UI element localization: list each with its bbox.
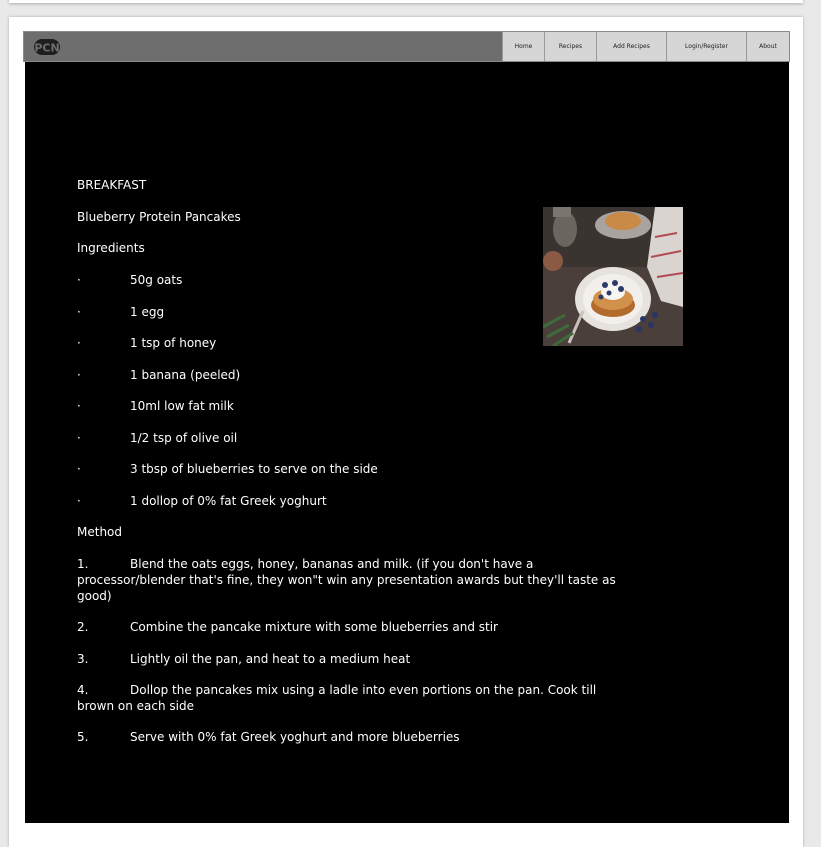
ingredient-text: 1 egg <box>130 305 165 319</box>
bullet: · <box>77 431 81 445</box>
step-text: Serve with 0% fat Greek yoghurt and more blueberries <box>130 730 460 744</box>
step-text: Dollop the pancakes mix using a ladle into even portions on the pan. Cook till <box>130 683 597 697</box>
step-number: 5. <box>77 730 89 744</box>
ingredient-text: 1 dollop of 0% fat Greek yoghurt <box>130 494 327 508</box>
nav-about[interactable]: About <box>746 32 789 61</box>
ingredient-text: 1 banana (peeled) <box>130 368 241 382</box>
nav-add-recipes[interactable]: Add Recipes <box>596 32 666 61</box>
nav-login-register[interactable]: Login/Register <box>666 32 746 61</box>
bullet: · <box>77 336 81 350</box>
step-text: Lightly oil the pan, and heat to a medium heat <box>130 652 411 666</box>
ingredient-text: 3 tbsp of blueberries to serve on the side <box>130 462 378 476</box>
pancakes-photo <box>543 207 683 346</box>
ingredient-text: 1/2 tsp of olive oil <box>130 431 238 445</box>
bullet: · <box>77 368 81 382</box>
nav-home[interactable]: Home <box>502 32 544 61</box>
bullet: · <box>77 273 81 287</box>
ingredients-heading: Ingredients <box>77 241 145 255</box>
site-header <box>23 31 790 62</box>
step-number: 3. <box>77 652 89 666</box>
ingredient-text: 1 tsp of honey <box>130 336 217 350</box>
pancakes-image-icon <box>543 207 683 346</box>
recipe-content <box>25 62 789 823</box>
step-text: Combine the pancake mixture with some blueberries and stir <box>130 620 498 634</box>
nav-recipes[interactable]: Recipes <box>544 32 596 61</box>
site-logo[interactable] <box>33 38 61 56</box>
step-number: 1. <box>77 557 89 571</box>
method-heading: Method <box>77 525 123 539</box>
ingredient-text: 50g oats <box>130 273 183 287</box>
logo-text: PCN <box>34 41 60 55</box>
ingredient-text: 10ml low fat milk <box>130 399 234 413</box>
recipe-title: Blueberry Protein Pancakes <box>77 210 241 224</box>
previous-page-card <box>9 0 803 3</box>
bullet: · <box>77 305 81 319</box>
bullet: · <box>77 462 81 476</box>
bullet: · <box>77 494 81 508</box>
step-number: 2. <box>77 620 89 634</box>
recipe-category: BREAKFAST <box>77 178 147 192</box>
logo-icon <box>33 38 61 56</box>
step-continuation: processor/blender that's fine, they won"t win any presentation awards but they'll taste as good) <box>77 573 616 603</box>
step-text: Blend the oats eggs, honey, bananas and milk. (if you don't have a <box>130 557 534 571</box>
step-continuation: brown on each side <box>77 699 194 713</box>
main-nav <box>502 32 789 61</box>
step-number: 4. <box>77 683 89 697</box>
bullet: · <box>77 399 81 413</box>
